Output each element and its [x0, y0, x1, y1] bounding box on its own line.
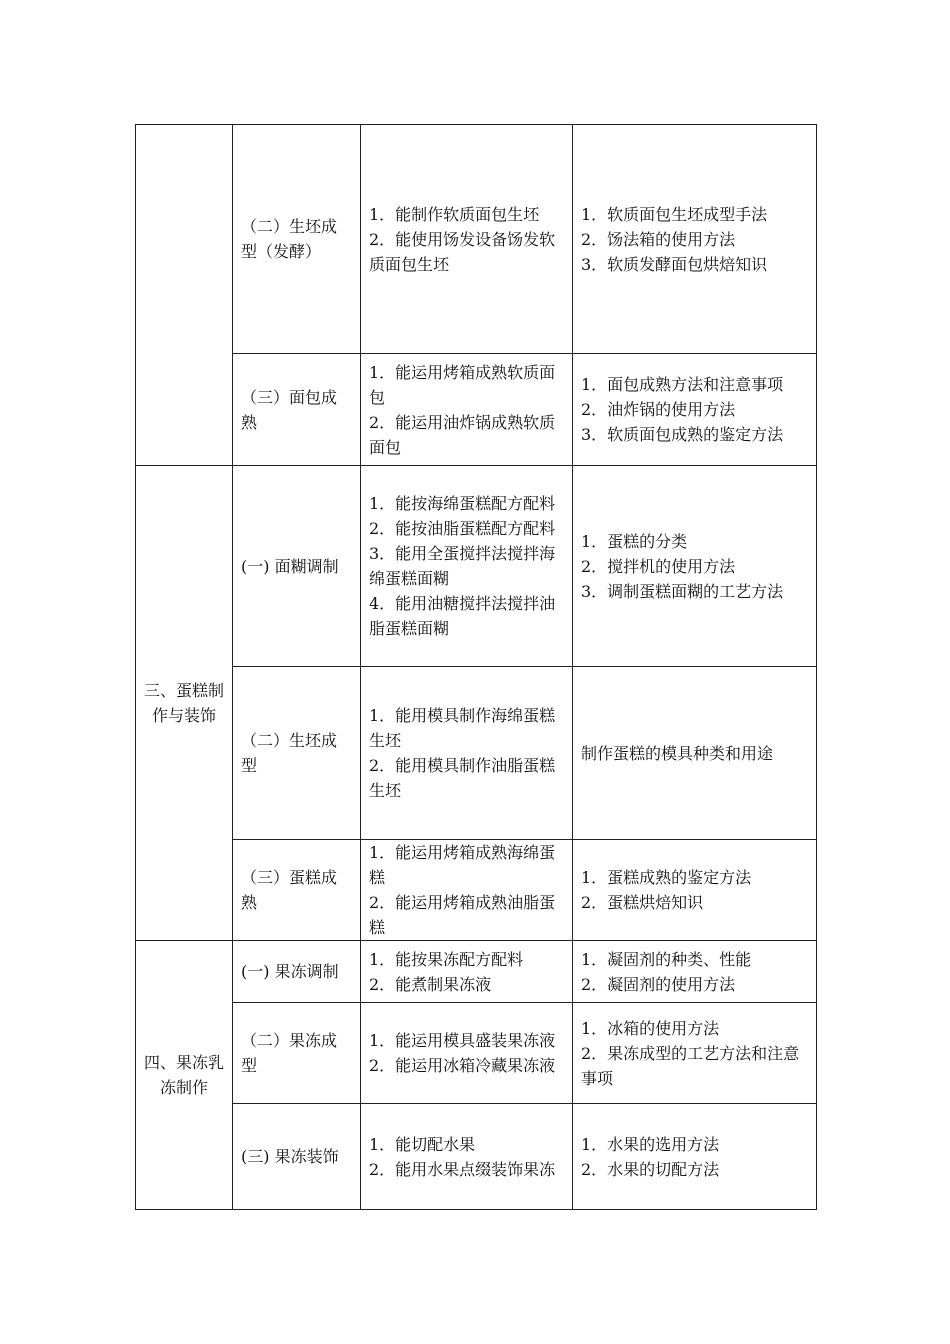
knowledge-cell — [573, 840, 817, 941]
skills-cell — [361, 125, 573, 354]
skills-cell — [361, 1104, 573, 1210]
knowledge-line: 3．软质面包成熟的鉴定方法 — [581, 425, 784, 444]
knowledge-line: 1．冰箱的使用方法 — [581, 1018, 720, 1038]
skills-cell — [361, 466, 573, 667]
skill-line: 2．能按油脂蛋糕配方配料 — [369, 519, 556, 538]
knowledge-line: 2．凝固剂的使用方法 — [581, 974, 736, 994]
knowledge-line: 1．水果的选用方法 — [581, 1134, 720, 1154]
skill-line: 1．能用模具制作海绵蛋糕生坯 — [369, 706, 556, 750]
table-row — [136, 466, 817, 667]
knowledge-line: 2．油炸锅的使用方法 — [581, 400, 736, 419]
knowledge-cell — [573, 354, 817, 466]
knowledge-line: 3．软质发酵面包烘焙知识 — [581, 254, 768, 274]
skill-line: 1．能运用烤箱成熟软质面包 — [369, 362, 556, 407]
knowledge-line: 1．蛋糕成熟的鉴定方法 — [581, 868, 752, 887]
table-row — [136, 1104, 817, 1210]
knowledge-cell — [573, 466, 817, 667]
knowledge-line: 2．果冻成型的工艺方法和注意事项 — [581, 1043, 800, 1088]
knowledge-line: 1．凝固剂的种类、性能 — [581, 949, 752, 969]
skill-line: 3．能用全蛋搅拌法搅拌海绵蛋糕面糊 — [369, 544, 556, 588]
skill-line: 2．能用水果点缀装饰果冻 — [369, 1159, 556, 1179]
knowledge-cell — [573, 1003, 817, 1104]
skills-cell — [361, 840, 573, 941]
sub-item-cell: （二）果冻成型 — [233, 1003, 361, 1104]
skill-line: 1．能按海绵蛋糕配方配料 — [369, 494, 556, 513]
sub-item-cell: (一) 面糊调制 — [233, 466, 361, 667]
knowledge-line: 2．搅拌机的使用方法 — [581, 556, 736, 576]
knowledge-line: 2．蛋糕烘焙知识 — [581, 893, 704, 912]
knowledge-cell — [573, 667, 817, 840]
knowledge-line: 1．面包成熟方法和注意事项 — [581, 375, 784, 394]
skill-line: 2．能用模具制作油脂蛋糕生坯 — [369, 756, 556, 800]
unit-cell: 四、果冻乳冻制作 — [136, 941, 233, 1210]
knowledge-line: 3．调制蛋糕面糊的工艺方法 — [581, 581, 784, 601]
skill-line: 2．能运用烤箱成熟油脂蛋糕 — [369, 893, 556, 937]
table-row — [136, 354, 817, 466]
knowledge-cell — [573, 125, 817, 354]
sub-item-cell: （三）面包成熟 — [233, 354, 361, 466]
skill-line: 1．能制作软质面包生坯 — [369, 204, 540, 224]
knowledge-cell — [573, 941, 817, 1003]
knowledge-line: 1．蛋糕的分类 — [581, 531, 688, 551]
skills-cell — [361, 1003, 573, 1104]
table-row — [136, 667, 817, 840]
sub-item-cell: (一) 果冻调制 — [233, 941, 361, 1003]
knowledge-line: 1．软质面包生坯成型手法 — [581, 204, 768, 224]
skill-line: 1．能按果冻配方配料 — [369, 949, 524, 969]
sub-item-cell: (三) 果冻装饰 — [233, 1104, 361, 1210]
sub-item-cell: （二）生坯成型 — [233, 667, 361, 840]
skill-line: 4．能用油糖搅拌法搅拌油脂蛋糕面糊 — [369, 594, 556, 638]
skill-line: 2．能运用油炸锅成熟软质面包 — [369, 412, 556, 457]
sub-item-cell: （二）生坯成型（发酵） — [233, 125, 361, 354]
skill-line: 1．能运用模具盛装果冻液 — [369, 1031, 556, 1050]
skill-line: 1．能运用烤箱成熟海绵蛋糕 — [369, 843, 556, 887]
unit-cell: 三、蛋糕制作与装饰 — [136, 466, 233, 941]
unit-cell — [136, 125, 233, 466]
skill-line: 2．能煮制果冻液 — [369, 974, 492, 994]
table-row — [136, 1003, 817, 1104]
skills-cell — [361, 941, 573, 1003]
table-row — [136, 125, 817, 354]
skill-line: 2．能使用饧发设备饧发软质面包生坯 — [369, 229, 556, 274]
skill-line: 2．能运用冰箱冷藏果冻液 — [369, 1056, 556, 1075]
knowledge-cell — [573, 1104, 817, 1210]
skills-cell — [361, 354, 573, 466]
curriculum-table — [135, 124, 817, 1210]
knowledge-line: 制作蛋糕的模具种类和用途 — [581, 743, 774, 763]
skills-cell — [361, 667, 573, 840]
table-row — [136, 941, 817, 1003]
table-row — [136, 840, 817, 941]
knowledge-line: 2．饧法箱的使用方法 — [581, 229, 736, 249]
sub-item-cell: （三）蛋糕成熟 — [233, 840, 361, 941]
skill-line: 1．能切配水果 — [369, 1134, 476, 1154]
knowledge-line: 2．水果的切配方法 — [581, 1159, 720, 1179]
